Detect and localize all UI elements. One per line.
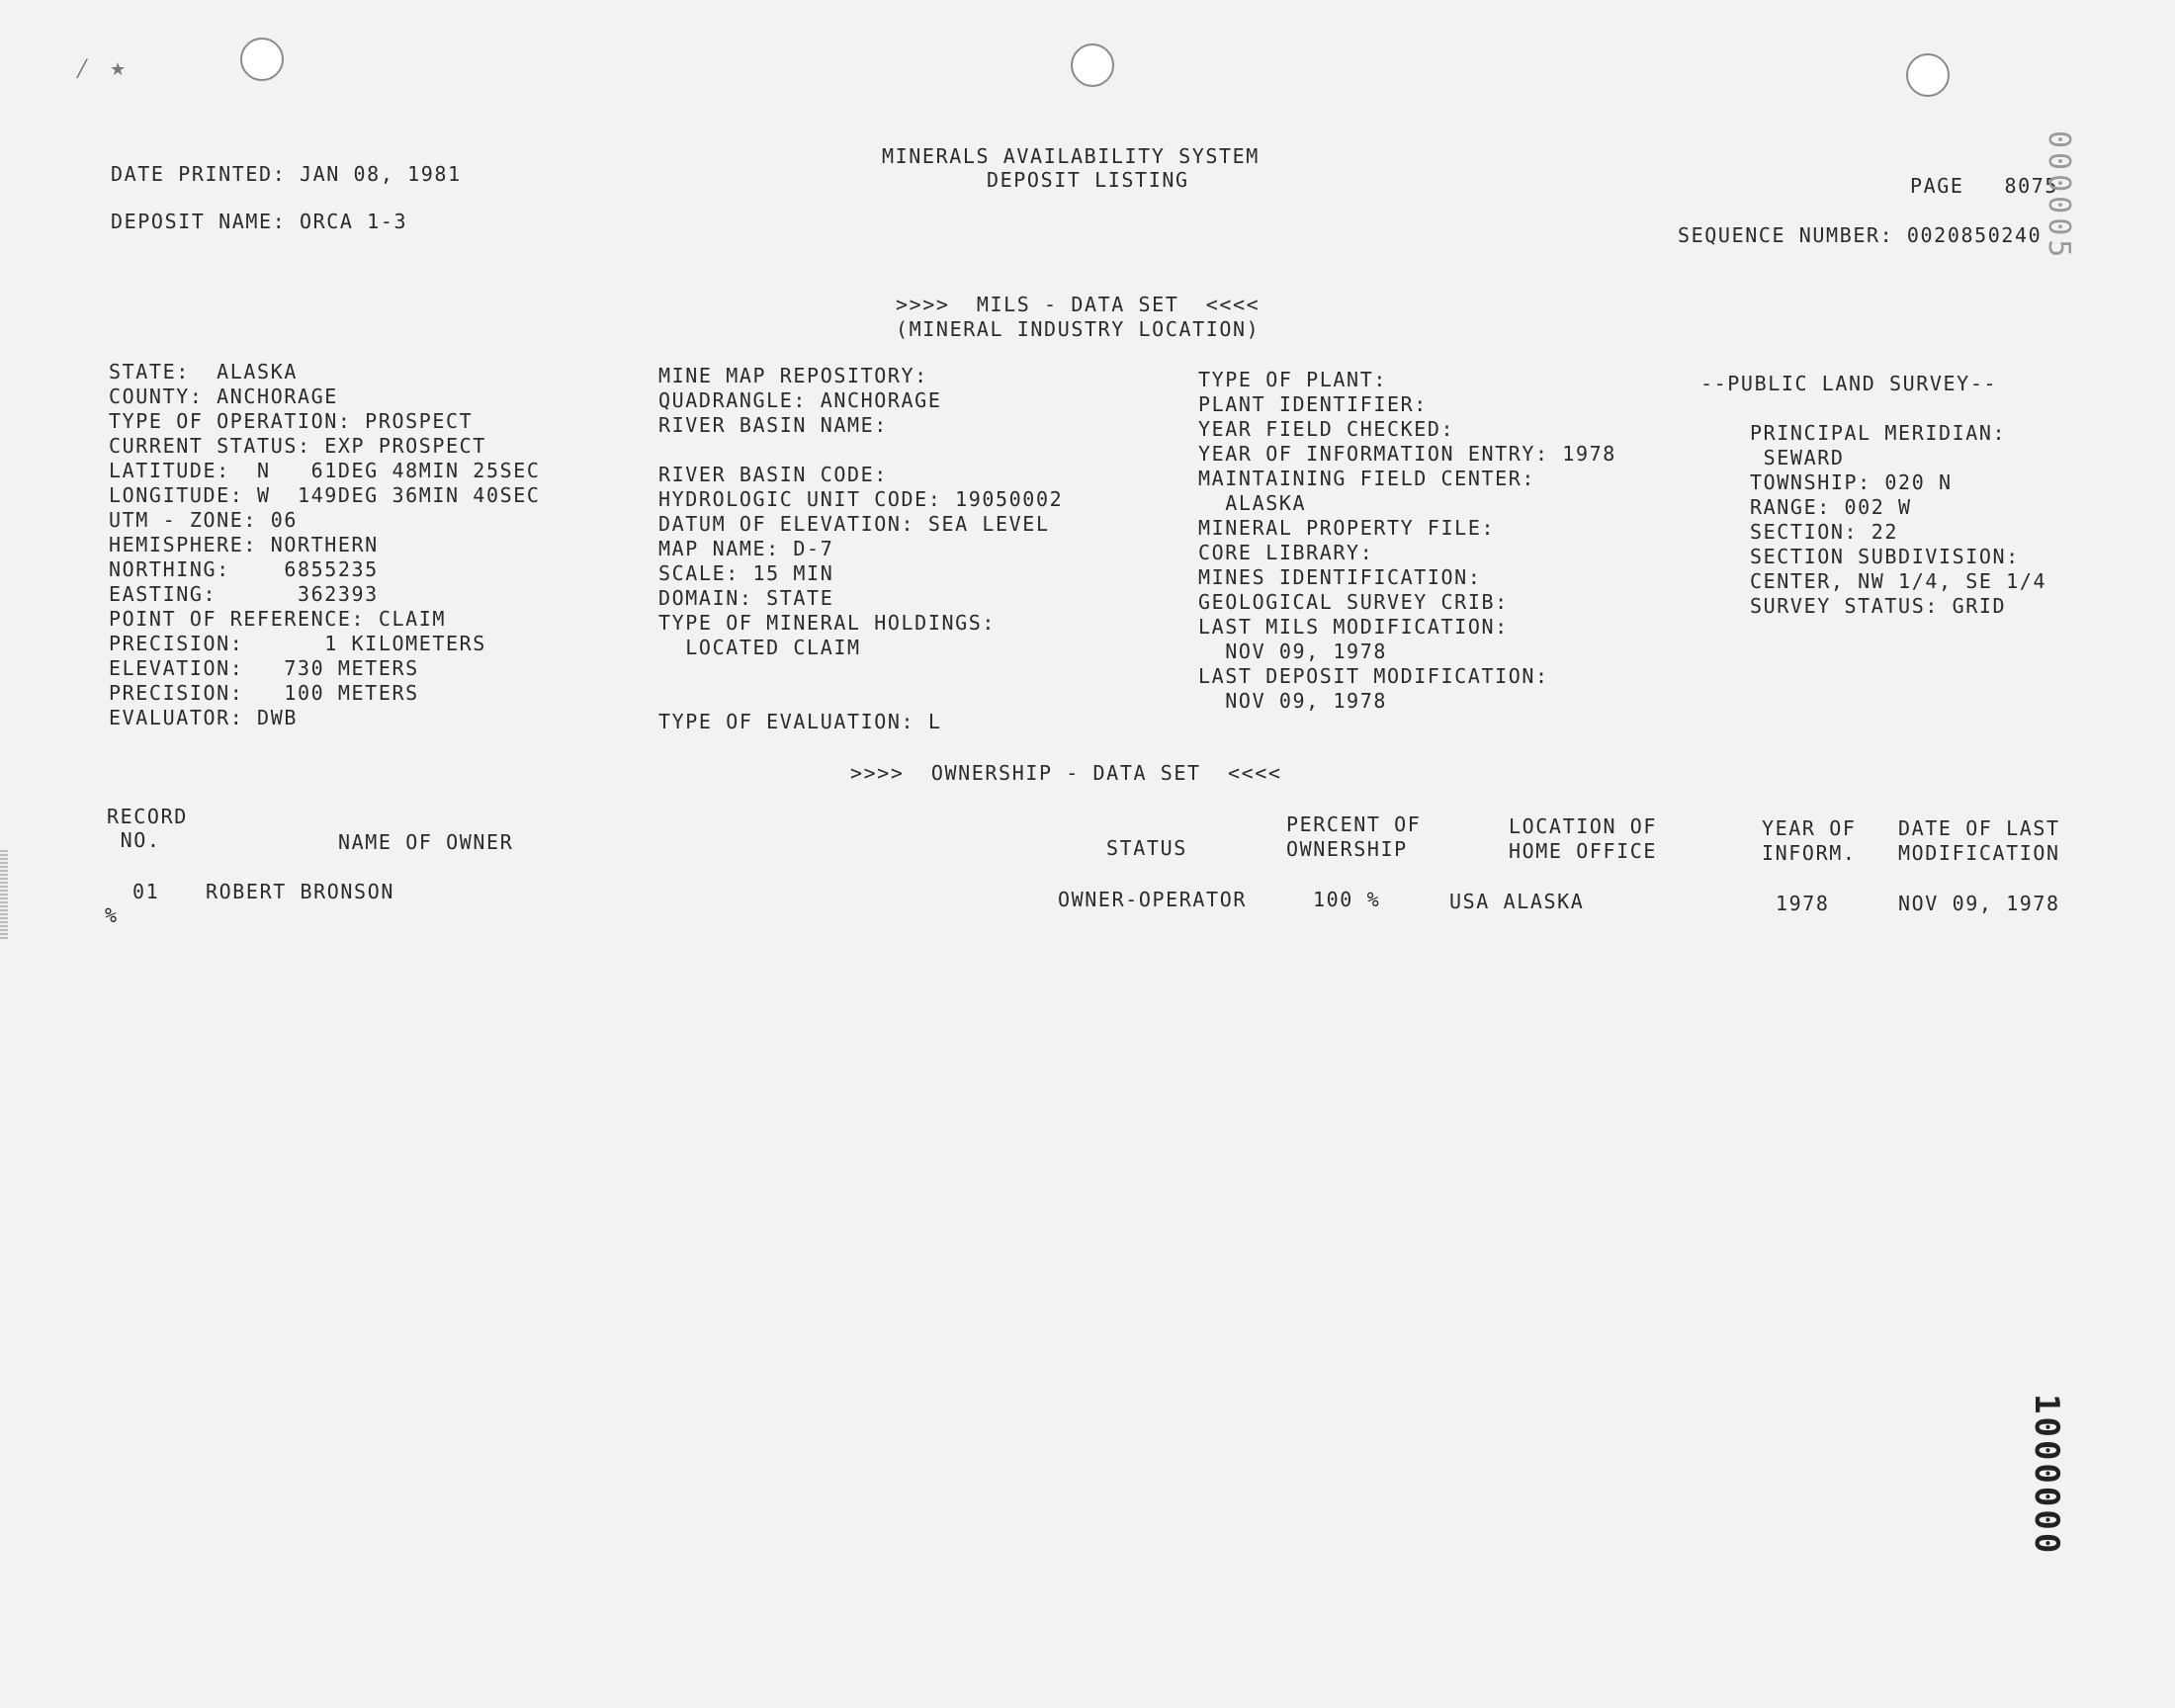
field-line: PLANT IDENTIFIER: bbox=[1198, 392, 1428, 416]
mils-section-title: >>>> MILS - DATA SET <<<< bbox=[896, 293, 1261, 316]
field-line: CENTER, NW 1/4, SE 1/4 bbox=[1750, 569, 2047, 593]
field-line: MAINTAINING FIELD CENTER: bbox=[1198, 467, 1536, 490]
header-location-1: LOCATION OF bbox=[1509, 814, 1658, 838]
field-line: RANGE: 002 W bbox=[1750, 495, 1912, 519]
bottom-stamp: 1000000 bbox=[2027, 1394, 2066, 1557]
field-line: PRINCIPAL MERIDIAN: bbox=[1750, 421, 2007, 445]
header-date-2: MODIFICATION bbox=[1898, 841, 2060, 865]
field-line: EASTING: 362393 bbox=[109, 582, 379, 606]
listing-title: DEPOSIT LISTING bbox=[987, 168, 1189, 192]
field-line: SECTION SUBDIVISION: bbox=[1750, 545, 2020, 568]
field-line: LONGITUDE: W 149DEG 36MIN 40SEC bbox=[109, 483, 541, 507]
field-line: MINE MAP REPOSITORY: bbox=[658, 364, 928, 387]
field-line: MINES IDENTIFICATION: bbox=[1198, 565, 1482, 589]
field-line: POINT OF REFERENCE: CLAIM bbox=[109, 607, 447, 631]
scan-edge-artifact bbox=[0, 850, 8, 939]
survey-column bbox=[1750, 421, 2046, 619]
pencil-mark: ⁄ ٭ bbox=[73, 51, 128, 86]
field-line: NOV 09, 1978 bbox=[1198, 689, 1387, 713]
field-line: TYPE OF MINERAL HOLDINGS: bbox=[658, 611, 997, 635]
punch-hole-left bbox=[240, 38, 284, 81]
page-number: PAGE 8075 bbox=[1910, 174, 2059, 198]
field-line: ELEVATION: 730 METERS bbox=[109, 656, 419, 680]
header-record-no: NO. bbox=[107, 828, 161, 852]
header-year-1: YEAR OF bbox=[1762, 816, 1857, 840]
row-status: OWNER-OPERATOR bbox=[1058, 888, 1247, 911]
field-line: LATITUDE: N 61DEG 48MIN 25SEC bbox=[109, 459, 541, 482]
row-year: 1978 bbox=[1776, 892, 1830, 915]
row-owner-name: ROBERT BRONSON bbox=[206, 880, 394, 903]
field-line: CORE LIBRARY: bbox=[1198, 541, 1374, 564]
field-line: RIVER BASIN CODE: bbox=[658, 463, 888, 486]
field-line: EVALUATOR: DWB bbox=[109, 706, 298, 729]
sequence-number: SEQUENCE NUMBER: 0020850240 bbox=[1678, 223, 2043, 247]
field-line: HEMISPHERE: NORTHERN bbox=[109, 533, 379, 556]
mils-section-subtitle: (MINERAL INDUSTRY LOCATION) bbox=[896, 317, 1261, 341]
field-line: NOV 09, 1978 bbox=[1198, 640, 1387, 663]
punch-hole-right bbox=[1906, 53, 1950, 97]
field-line: TYPE OF PLANT: bbox=[1198, 368, 1387, 391]
date-printed: DATE PRINTED: JAN 08, 1981 bbox=[111, 162, 462, 186]
punch-hole-center bbox=[1071, 43, 1114, 87]
row-location: USA ALASKA bbox=[1449, 890, 1585, 913]
field-line: LAST DEPOSIT MODIFICATION: bbox=[1198, 664, 1549, 688]
field-line: RIVER BASIN NAME: bbox=[658, 413, 888, 437]
plant-column bbox=[1198, 368, 1616, 714]
field-line: DATUM OF ELEVATION: SEA LEVEL bbox=[658, 512, 1050, 536]
field-line: PRECISION: 100 METERS bbox=[109, 681, 419, 705]
field-line: TOWNSHIP: 020 N bbox=[1750, 470, 1953, 494]
header-location-2: HOME OFFICE bbox=[1509, 839, 1658, 863]
row-date: NOV 09, 1978 bbox=[1898, 892, 2060, 915]
type-of-evaluation: TYPE OF EVALUATION: L bbox=[658, 710, 942, 733]
header-status: STATUS bbox=[1106, 836, 1187, 860]
row-percent: 100 % bbox=[1313, 888, 1381, 911]
public-land-survey-title: --PUBLIC LAND SURVEY-- bbox=[1700, 372, 1998, 395]
field-line: ALASKA bbox=[1198, 491, 1307, 515]
system-title: MINERALS AVAILABILITY SYSTEM bbox=[882, 144, 1260, 168]
footer-percent-mark: % bbox=[105, 903, 119, 927]
location-column bbox=[109, 360, 541, 730]
field-line: PRECISION: 1 KILOMETERS bbox=[109, 632, 486, 655]
header-record: RECORD bbox=[107, 805, 188, 828]
field-line: NORTHING: 6855235 bbox=[109, 557, 379, 581]
field-line: HYDROLOGIC UNIT CODE: 19050002 bbox=[658, 487, 1064, 511]
field-line: QUADRANGLE: ANCHORAGE bbox=[658, 388, 942, 412]
field-line: COUNTY: ANCHORAGE bbox=[109, 384, 338, 408]
header-date-1: DATE OF LAST bbox=[1898, 816, 2060, 840]
field-line: MAP NAME: D-7 bbox=[658, 537, 834, 560]
field-line: SCALE: 15 MIN bbox=[658, 561, 834, 585]
map-column-top bbox=[658, 364, 941, 438]
ownership-section-title: >>>> OWNERSHIP - DATA SET <<<< bbox=[850, 761, 1282, 785]
field-line: LOCATED CLAIM bbox=[658, 636, 861, 659]
header-name-of-owner: NAME OF OWNER bbox=[338, 830, 514, 854]
row-record-number: 01 bbox=[132, 880, 160, 903]
field-line: YEAR FIELD CHECKED: bbox=[1198, 417, 1455, 441]
side-stamp: 000005 bbox=[2042, 130, 2076, 262]
map-column-bottom bbox=[658, 463, 1063, 660]
field-line: TYPE OF OPERATION: PROSPECT bbox=[109, 409, 474, 433]
header-percent-1: PERCENT OF bbox=[1286, 812, 1422, 836]
deposit-name: DEPOSIT NAME: ORCA 1-3 bbox=[111, 210, 408, 233]
field-line: STATE: ALASKA bbox=[109, 360, 298, 384]
field-line: SEWARD bbox=[1750, 446, 1845, 470]
field-line: LAST MILS MODIFICATION: bbox=[1198, 615, 1509, 639]
field-line: MINERAL PROPERTY FILE: bbox=[1198, 516, 1496, 540]
field-line: SECTION: 22 bbox=[1750, 520, 1899, 544]
header-year-2: INFORM. bbox=[1762, 841, 1857, 865]
header-percent-2: OWNERSHIP bbox=[1286, 837, 1408, 861]
field-line: UTM - ZONE: 06 bbox=[109, 508, 298, 532]
field-line: DOMAIN: STATE bbox=[658, 586, 834, 610]
field-line: SURVEY STATUS: GRID bbox=[1750, 594, 2007, 618]
field-line: GEOLOGICAL SURVEY CRIB: bbox=[1198, 590, 1509, 614]
field-line: YEAR OF INFORMATION ENTRY: 1978 bbox=[1198, 442, 1616, 466]
field-line: CURRENT STATUS: EXP PROSPECT bbox=[109, 434, 486, 458]
